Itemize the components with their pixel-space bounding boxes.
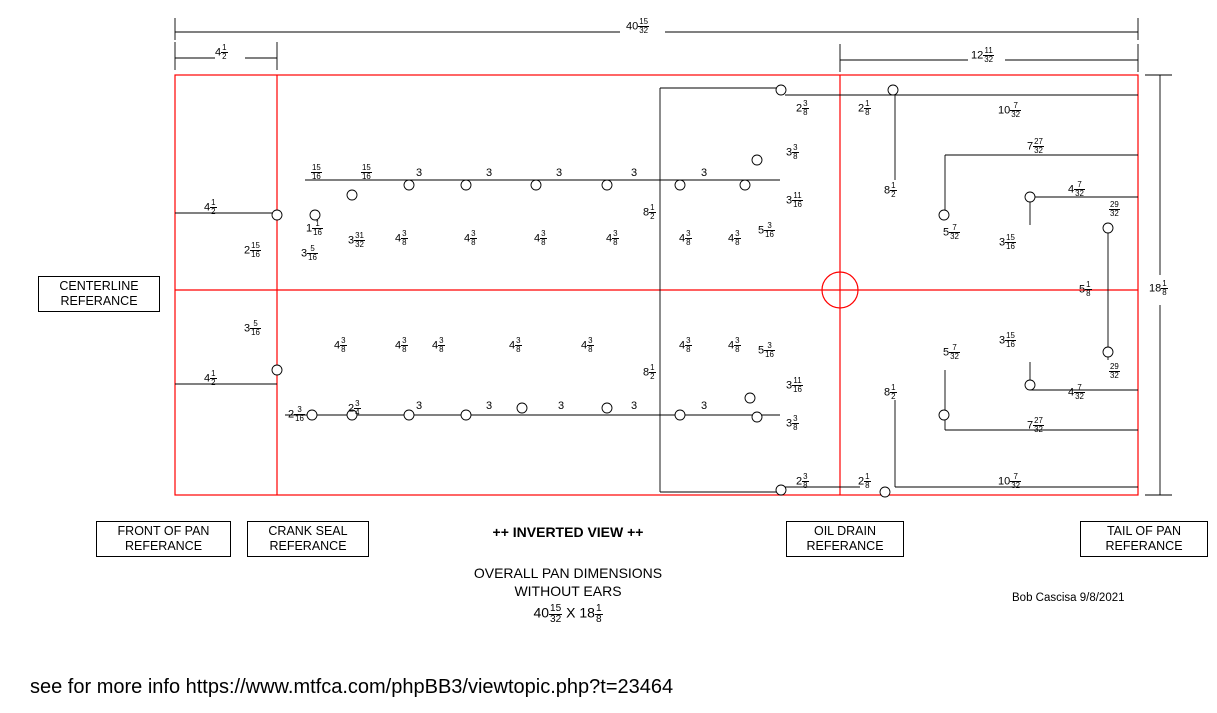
footer-note: see for more info https://www.mtfca.com/phpBB3/viewtopic.php?t=23464 — [30, 676, 674, 698]
dimension-whole: 3 — [416, 167, 423, 179]
dimension-whole: 4 — [728, 339, 735, 352]
dimension-left-lower-offset — [204, 370, 217, 387]
dimension-spacing-3-a — [416, 167, 422, 179]
dimension-fraction: $\frac{3}{8}$ — [402, 336, 407, 354]
overall-size-whole1: 40 — [533, 604, 550, 621]
dimension-whole: 1 — [306, 222, 313, 235]
overall-dims-line2: WITHOUT EARS — [514, 583, 622, 599]
dimension-bottom-stud-2-1-8 — [858, 473, 871, 490]
dimension-fraction: $\frac{1}{2}$ — [222, 43, 227, 61]
dimension-whole: 5 — [758, 344, 765, 357]
dimension-fraction: $\frac{3}{8}$ — [793, 414, 798, 432]
dimension-whole: 3 — [558, 400, 565, 412]
dimension-fraction: $\frac{3}{16}$ — [295, 405, 304, 423]
dimension-whole: 2 — [348, 402, 355, 415]
dimension-upper-y-1 — [301, 245, 318, 262]
dimension-top-10-7-32 — [998, 102, 1021, 119]
dimension-whole: 4 — [1068, 386, 1075, 399]
dimension-upper-y-4 — [464, 230, 477, 247]
dimension-lower-center-8half — [643, 364, 656, 381]
dimension-tail-5-7-32-top — [943, 224, 960, 241]
dimension-lower-y-3 — [432, 337, 445, 354]
dimension-crank-lower-drop — [244, 320, 261, 337]
dimension-drain-to-tail — [971, 47, 994, 64]
dimension-whole: 4 — [534, 232, 541, 245]
dimension-fraction: $\frac{7}{32}$ — [1075, 180, 1084, 198]
dimension-fraction: $\frac{7}{32}$ — [950, 343, 959, 361]
overall-size-x: X — [566, 604, 576, 621]
dimension-whole: 4 — [679, 232, 686, 245]
dimension-upper-y-2 — [348, 232, 365, 249]
dimension-lower-y-4 — [509, 337, 522, 354]
dimension-whole: 3 — [786, 417, 793, 430]
oil-drain-line1: OIL DRAIN — [813, 524, 877, 538]
dimension-fraction: $\frac{1}{8}$ — [1162, 279, 1167, 297]
dimension-lower-x-2-3-4 — [348, 400, 361, 417]
dimension-fraction: $\frac{3}{8}$ — [686, 229, 691, 247]
dimension-whole: 4 — [509, 339, 516, 352]
dimension-whole: 7 — [1027, 419, 1034, 432]
dimension-fraction: $\frac{3}{8}$ — [341, 336, 346, 354]
dimension-fraction: $\frac{3}{8}$ — [793, 143, 798, 161]
dimension-whole: 4 — [395, 339, 402, 352]
dimension-fraction: $\frac{3}{8}$ — [588, 336, 593, 354]
reference-box-oil-drain — [786, 521, 904, 557]
front-of-pan-line1: FRONT OF PAN — [117, 524, 210, 538]
dimension-fraction: $\frac{3}{8}$ — [735, 336, 740, 354]
dimension-crank-small-offset — [306, 220, 323, 237]
dimension-lower-spacing-3-e — [701, 400, 707, 412]
dimension-whole: 3 — [786, 146, 793, 159]
dimension-stud-2-upper-x — [361, 164, 372, 181]
dimension-whole: 3 — [556, 167, 563, 179]
overall-size-value — [453, 604, 683, 625]
dimension-whole: 3 — [416, 400, 423, 412]
credit-label: Bob Cascisa 9/8/2021 — [1012, 592, 1125, 604]
dimension-tail-4-7-32-bottom — [1068, 384, 1085, 401]
dimension-fraction: $\frac{1}{8}$ — [865, 99, 870, 117]
dimension-tail-5-7-32-bottom — [943, 344, 960, 361]
dimension-whole: 3 — [486, 167, 493, 179]
dimension-whole: 3 — [244, 322, 251, 335]
dimension-fraction: $\frac{1}{2}$ — [650, 203, 655, 221]
dimension-fraction: $\frac{5}{16}$ — [308, 244, 317, 262]
oil-drain-line2: REFERANCE — [806, 538, 884, 553]
dimension-whole: 40 — [626, 20, 639, 33]
dimension-fraction: $\frac{1}{2}$ — [211, 198, 216, 216]
dimension-whole: 4 — [215, 46, 222, 59]
dimension-rear-3-11-16-bottom — [786, 377, 803, 394]
dimension-fraction: $\frac{1}{8}$ — [1086, 280, 1091, 298]
dimension-fraction: $\frac{15}{16}$ — [1006, 331, 1015, 349]
dimension-whole: 3 — [786, 194, 793, 207]
dimension-tail-4-7-32-top — [1068, 181, 1085, 198]
overall-size-frac2: $\frac{1}{8}$ — [595, 603, 602, 626]
dimension-fraction: $\frac{3}{16}$ — [765, 221, 774, 239]
dimension-lower-y-5 — [581, 337, 594, 354]
centerline-line1: CENTERLINE — [59, 279, 139, 293]
dimension-fraction: $\frac{31}{32}$ — [355, 231, 364, 249]
dimension-overall-height — [1149, 280, 1168, 297]
crank-seal-line1: CRANK SEAL — [268, 524, 348, 538]
dimension-whole: 2 — [288, 408, 295, 421]
dimension-whole: 3 — [301, 247, 308, 260]
dimension-upper-y-6 — [606, 230, 619, 247]
reference-box-front-of-pan — [96, 521, 231, 557]
dimension-lower-spacing-3-a — [416, 400, 422, 412]
dimension-top-stud-2-3-8 — [796, 100, 809, 117]
dimension-fraction: $\frac{3}{8}$ — [803, 472, 808, 490]
dimension-whole: 4 — [204, 372, 211, 385]
dimension-whole: 10 — [998, 104, 1011, 117]
dimension-whole: 5 — [943, 226, 950, 239]
dimension-fraction: $\frac{3}{8}$ — [439, 336, 444, 354]
dimension-lower-spacing-3-b — [486, 400, 492, 412]
dimension-whole: 12 — [971, 49, 984, 62]
front-of-pan-line2: REFERANCE — [124, 538, 203, 553]
dimension-whole: 10 — [998, 475, 1011, 488]
dimension-whole: 8 — [884, 184, 891, 197]
dimension-fraction: $\frac{11}{32}$ — [984, 46, 994, 64]
overall-size-whole2: 18 — [579, 604, 595, 621]
dimension-fraction: $\frac{1}{16}$ — [313, 219, 322, 237]
dimension-fraction: $\frac{27}{32}$ — [1034, 137, 1043, 155]
dimension-lower-y-2 — [395, 337, 408, 354]
dimension-whole: 4 — [204, 201, 211, 214]
dimension-whole: 3 — [786, 379, 793, 392]
dimension-upper-y-3 — [395, 230, 408, 247]
dimension-whole: 3 — [486, 400, 493, 412]
dimension-fraction: $\frac{3}{8}$ — [686, 336, 691, 354]
dimension-whole: 7 — [1027, 140, 1034, 153]
crank-seal-line2: REFERANCE — [269, 538, 347, 553]
dimension-fraction: $\frac{7}{32}$ — [1011, 101, 1021, 119]
dimension-fraction: $\frac{5}{16}$ — [251, 319, 260, 337]
dimension-whole: 2 — [858, 102, 865, 115]
dimension-fraction: $\frac{3}{8}$ — [541, 229, 546, 247]
dimension-fraction: $\frac{11}{16}$ — [793, 191, 802, 209]
dimension-drain-up-8-1-2 — [884, 182, 897, 199]
dimension-rear-3-11-16-top — [786, 192, 803, 209]
dimension-lower-spacing-3-c — [558, 400, 564, 412]
dimension-whole: 4 — [334, 339, 341, 352]
dimension-whole: 4 — [581, 339, 588, 352]
dimension-whole: 5 — [943, 346, 950, 359]
dimension-tail-29-32-top — [1109, 201, 1120, 218]
dimension-whole: 3 — [348, 234, 355, 247]
dimension-fraction: $\frac{29}{32}$ — [1110, 200, 1119, 218]
dimension-whole: 3 — [701, 167, 708, 179]
dimension-whole: 4 — [606, 232, 613, 245]
dimension-fraction: $\frac{15}{16}$ — [251, 241, 260, 259]
tail-of-pan-line1: TAIL OF PAN — [1106, 524, 1182, 538]
dimension-fraction: $\frac{3}{4}$ — [355, 399, 360, 417]
dimension-fraction: $\frac{7}{32}$ — [1075, 383, 1084, 401]
dimension-fraction: $\frac{3}{8}$ — [803, 99, 808, 117]
dimension-whole: 3 — [999, 334, 1006, 347]
dimension-whole: 2 — [796, 102, 803, 115]
dimension-whole: 4 — [432, 339, 439, 352]
dimension-fraction: $\frac{15}{16}$ — [312, 163, 321, 181]
dimension-whole: 8 — [643, 206, 650, 219]
dimension-whole: 4 — [679, 339, 686, 352]
dimension-lower-rear-5-3-16 — [758, 342, 775, 359]
dimension-fraction: $\frac{1}{2}$ — [891, 383, 896, 401]
dimension-fraction: $\frac{15}{32}$ — [639, 17, 649, 35]
dimension-whole: 3 — [631, 167, 638, 179]
dimension-upper-y-7 — [679, 230, 692, 247]
dimension-fraction: $\frac{3}{8}$ — [402, 229, 407, 247]
tail-of-pan-line2: REFERANCE — [1105, 538, 1183, 553]
dimension-tail-3-15-16-top — [999, 234, 1016, 251]
dimension-rear-3-3-8-top — [786, 144, 799, 161]
dimension-spacing-3-d — [631, 167, 637, 179]
dimension-fraction: $\frac{27}{32}$ — [1034, 416, 1043, 434]
dimension-whole: 18 — [1149, 282, 1162, 295]
dimension-fraction: $\frac{3}{8}$ — [471, 229, 476, 247]
dimension-upper-y-5 — [534, 230, 547, 247]
dimension-whole: 4 — [464, 232, 471, 245]
dimension-tail-7-27-32-bottom — [1027, 417, 1044, 434]
dimension-lower-y-7 — [728, 337, 741, 354]
dimension-upper-y-8 — [728, 230, 741, 247]
dimension-overall-length — [626, 18, 649, 35]
dimension-crank-upper-rise — [244, 242, 261, 259]
inverted-view-label: ++ INVERTED VIEW ++ — [492, 524, 644, 540]
dimension-fraction: $\frac{3}{8}$ — [516, 336, 521, 354]
dimension-whole: 3 — [631, 400, 638, 412]
dimension-whole: 3 — [999, 236, 1006, 249]
dimension-fraction: $\frac{3}{8}$ — [735, 229, 740, 247]
dimension-fraction: $\frac{1}{2}$ — [650, 363, 655, 381]
dimension-tail-29-32-bottom — [1109, 363, 1120, 380]
reference-box-centerline — [38, 276, 160, 312]
dimension-whole: 4 — [728, 232, 735, 245]
dimension-whole: 2 — [858, 475, 865, 488]
dimension-lower-x-2-3-16 — [288, 406, 305, 423]
dimension-fraction: $\frac{3}{8}$ — [613, 229, 618, 247]
dimension-whole: 2 — [244, 244, 251, 257]
dimension-upper-center-8half — [643, 204, 656, 221]
dimension-bottom-stud-2-3-8 — [796, 473, 809, 490]
pan-outline — [175, 75, 1138, 495]
dimension-stud-1-upper-x — [311, 164, 322, 181]
dimension-tail-5-1-8 — [1079, 281, 1092, 298]
dimension-fraction: $\frac{7}{32}$ — [1011, 472, 1021, 490]
dimension-fraction: $\frac{1}{8}$ — [865, 472, 870, 490]
dimension-front-to-crank — [215, 44, 228, 61]
dimension-fraction: $\frac{1}{2}$ — [211, 369, 216, 387]
dimension-spacing-3-b — [486, 167, 492, 179]
dimension-whole: 5 — [758, 224, 765, 237]
dimension-whole: 8 — [643, 366, 650, 379]
dimension-fraction: $\frac{11}{16}$ — [793, 376, 802, 394]
dimension-fraction: $\frac{15}{16}$ — [1006, 233, 1015, 251]
centerline-line2: REFERANCE — [60, 293, 138, 308]
dimension-drain-down-8-1-2 — [884, 384, 897, 401]
dimension-lower-spacing-3-d — [631, 400, 637, 412]
dimension-upper-rear-5-3-16 — [758, 222, 775, 239]
dimension-fraction: $\frac{29}{32}$ — [1110, 362, 1119, 380]
overall-dims-line1: OVERALL PAN DIMENSIONS — [473, 565, 663, 581]
dimension-top-stud-2-1-8 — [858, 100, 871, 117]
dimension-spacing-3-c — [556, 167, 562, 179]
dimension-whole: 8 — [884, 386, 891, 399]
dimension-fraction: $\frac{15}{16}$ — [362, 163, 371, 181]
dimension-lines — [175, 18, 1172, 495]
dimension-fraction: $\frac{3}{16}$ — [765, 341, 774, 359]
reference-box-crank-seal — [247, 521, 369, 557]
dimension-tail-3-15-16-bottom — [999, 332, 1016, 349]
dimension-spacing-3-e — [701, 167, 707, 179]
dimension-fraction: $\frac{7}{32}$ — [950, 223, 959, 241]
dimension-rear-3-3-8-bottom — [786, 415, 799, 432]
dimension-whole: 4 — [1068, 183, 1075, 196]
stud-markers — [272, 85, 1113, 497]
dimension-tail-7-27-32-top — [1027, 138, 1044, 155]
dimension-whole: 4 — [395, 232, 402, 245]
dimension-fraction: $\frac{1}{2}$ — [891, 181, 896, 199]
dimension-bottom-10-7-32 — [998, 473, 1021, 490]
dimension-whole: 3 — [701, 400, 708, 412]
dimension-lower-y-6 — [679, 337, 692, 354]
dimension-whole: 2 — [796, 475, 803, 488]
overall-size-frac1: $\frac{15}{32}$ — [550, 603, 562, 626]
dimension-whole: 5 — [1079, 283, 1086, 296]
dimension-left-upper-offset — [204, 199, 217, 216]
dimension-lower-y-1 — [334, 337, 347, 354]
reference-box-tail-of-pan — [1080, 521, 1208, 557]
